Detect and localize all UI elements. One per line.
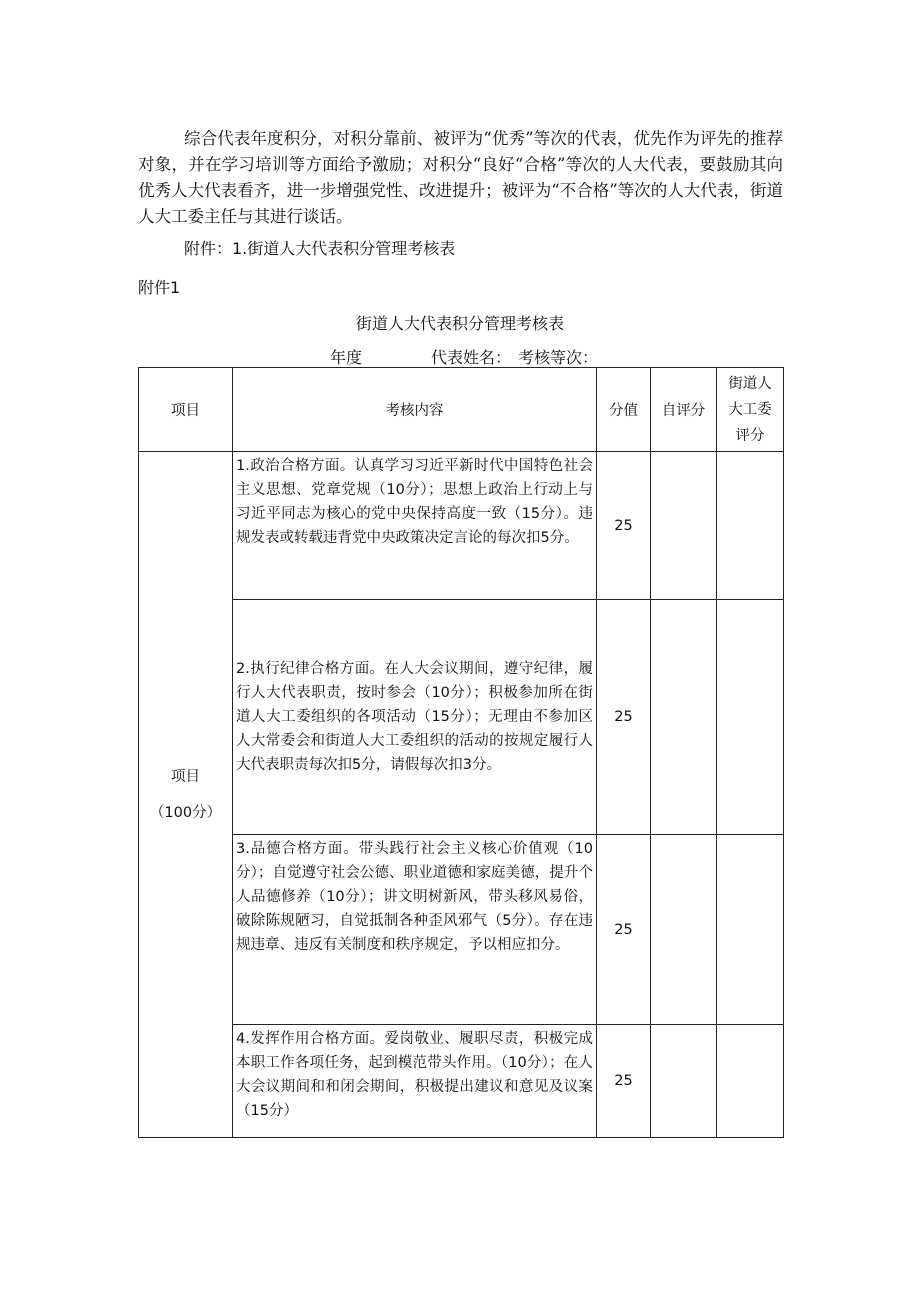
committee-score-cell[interactable] [717, 600, 784, 835]
category-label: 项目 [171, 768, 200, 785]
table-row [139, 1025, 784, 1138]
content-text: 1.政治合格方面。认真学习习近平新时代中国特色社会主义思想、党章党规（10分）；思想上政治上行动上与习近平同志为核心的党中央保持高度一致（15分）。违规发表或转载违背党中央政策决定言论的每次扣5分。 [236, 458, 593, 546]
table-row [139, 835, 784, 1025]
header-committee-line: 评分 [735, 427, 765, 444]
header-committee-line: 大工委 [728, 401, 772, 418]
self-score-cell[interactable] [651, 452, 717, 600]
content-cell [233, 452, 597, 600]
content-cell [233, 1025, 597, 1138]
attachment-label: 附件1 [138, 278, 181, 297]
score-cell: 25 [597, 835, 651, 1025]
committee-score-cell[interactable] [717, 1025, 784, 1138]
category-points: （100分） [149, 804, 222, 821]
score-cell: 25 [597, 600, 651, 835]
header-score: 分值 [597, 368, 651, 452]
score-cell: 25 [597, 452, 651, 600]
header-committee-score [717, 368, 784, 452]
attachment-list: 附件：1.街道人大代表积分管理考核表 [184, 239, 456, 258]
table-row [139, 452, 784, 600]
header-content: 考核内容 [233, 368, 597, 452]
committee-score-cell[interactable] [717, 452, 784, 600]
committee-score-cell[interactable] [717, 835, 784, 1025]
category-cell [139, 452, 233, 1138]
content-text: 4.发挥作用合格方面。爱岗敬业、履职尽责，积极完成本职工作各项任务，起到模范带头作用。（10分）；在人大会议期间和和闭会期间，积极提出建议和意见及议案（15分） [236, 1031, 593, 1119]
content-cell [233, 600, 597, 835]
table-row [139, 600, 784, 835]
self-score-cell[interactable] [651, 1025, 717, 1138]
header-self-score: 自评分 [651, 368, 717, 452]
score-cell: 25 [597, 1025, 651, 1138]
meta-year: 年度 [330, 348, 363, 367]
header-item: 项目 [139, 368, 233, 452]
self-score-cell[interactable] [651, 600, 717, 835]
meta-representative-name: 代表姓名： [431, 348, 512, 367]
table-header-row [139, 368, 784, 452]
table-title: 街道人大代表积分管理考核表 [355, 314, 564, 333]
content-cell [233, 835, 597, 1025]
meta-assessment-grade: 考核等次： [518, 348, 599, 367]
assessment-table [138, 367, 784, 1138]
content-text: 2.执行纪律合格方面。在人大会议期间，遵守纪律，履行人大代表职责，按时参会（10分）；积极参加所在街道人大工委组织的各项活动（15分）；无理由不参加区人大常委会和街道人大工委组织的活动的按规定履行人大代表职责每次扣5分，请假每次扣3分。 [236, 661, 593, 773]
content-text: 3.品德合格方面。带头践行社会主义核心价值观（10分）；自觉遵守社会公德、职业道德和家庭美德，提升个人品德修养（10分）；讲文明树新风，带头移风易俗，破除陈规陋习，自觉抵制各种歪风邪气（5分）。存在违规违章、违反有关制度和秩序规定，予以相应扣分。 [236, 841, 593, 953]
header-committee-line: 街道人 [728, 375, 772, 392]
self-score-cell[interactable] [651, 835, 717, 1025]
intro-paragraph: 综合代表年度积分，对积分靠前、被评为“优秀”等次的代表，优先作为评先的推荐对象，并在学习培训等方面给予激励；对积分“良好“合格”等次的人大代表，要鼓励其向优秀人大代表看齐，进一步增强党性、改进提升；被评为“不合格”等次的人大代表，街道人大工委主任与其进行谈话。 [138, 129, 783, 226]
